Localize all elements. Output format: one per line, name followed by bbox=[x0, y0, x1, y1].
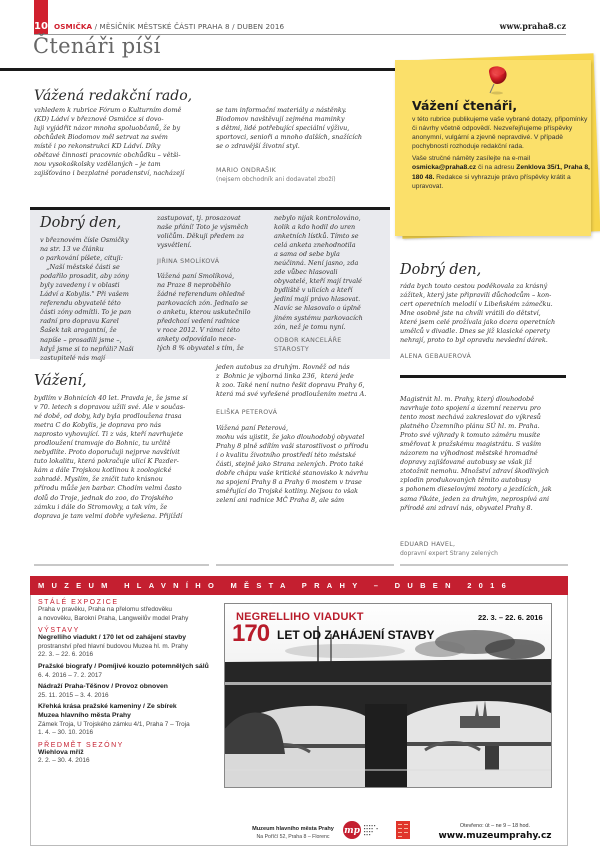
text-line: kolik a kdo hodil do uren bbox=[274, 223, 356, 232]
letter3-rule bbox=[400, 375, 566, 378]
text-line: neúčinná. Není jasno, zda bbox=[274, 259, 359, 268]
text-line: luji vyjádřit názor mnoha spoluobčanů, že by bbox=[34, 124, 181, 133]
exhibitions-label: VÝSTAVY bbox=[38, 627, 80, 635]
text-line: voličům. Děkuji předem za bbox=[157, 232, 245, 241]
letter4-col2b bbox=[216, 424, 394, 505]
text-line: Proto své výhrady k tomuto záměru musíte bbox=[400, 431, 541, 440]
column-end-rule bbox=[400, 564, 568, 566]
text-line: v 70. letech s dopravou užili své. Ale v součas- bbox=[34, 403, 186, 412]
text-line: Praha v pravěku, Praha na přelomu středověku bbox=[38, 606, 172, 613]
text-line: Navíc se hlasovalo o úplně bbox=[274, 304, 361, 313]
letter2-col2b bbox=[157, 272, 267, 353]
text-line: ztotožnit nemohu. Množství zdraví škodlivých bbox=[400, 467, 550, 476]
text-line: nehrají, proto to byl opravdu nevšední dárek. bbox=[400, 336, 548, 345]
poster-dates: 22. 3. – 22. 6. 2016 bbox=[478, 613, 543, 622]
exhibition-dates: 6. 4. 2016 – 7. 2. 2017 bbox=[38, 671, 102, 679]
note-email[interactable]: osmicka@praha8.cz bbox=[412, 164, 477, 172]
text-line: názorem na výhodnost městské hromadné bbox=[400, 449, 538, 458]
text-line: navrhuje toto spojení a územní rezervu pro bbox=[400, 404, 541, 413]
text-line: umělců v divadle. Dnes se již klasické operety bbox=[400, 327, 550, 336]
text-line: tuto lokalitu, která pokračuje ulicí K Pazder- bbox=[34, 457, 179, 466]
exhibition-title: Pražské biografy / Pomíjivé kouzlo potemnělých sálů bbox=[38, 662, 209, 670]
text-line: v březnovém čísle Osmičky bbox=[40, 236, 129, 244]
text-line: sportovci, senioři a mnoho dalších, snažících bbox=[216, 133, 363, 142]
website-link[interactable]: www.praha8.cz bbox=[499, 21, 566, 31]
text-line: nebylo nijak kontrolováno, bbox=[274, 214, 361, 222]
text-line: zelení ani radnice MČ Praha 8, ale sám bbox=[216, 496, 345, 505]
exhibition-title: Muzea hlavního města Prahy bbox=[38, 711, 131, 719]
text-line: přírodu může jen barbar. Chodím velmi často bbox=[34, 484, 182, 493]
text-line: parkovacích zón. Jednalo se bbox=[157, 299, 248, 308]
text-line: a sama od sebe byla bbox=[274, 250, 340, 259]
exhibitions-list bbox=[38, 634, 228, 738]
text-line: které jsem celé prožívala jako dcera operetních bbox=[400, 318, 556, 327]
pushpin-icon bbox=[480, 62, 514, 96]
letter3-heading: Dobrý den, bbox=[400, 262, 482, 278]
letter1-col2 bbox=[216, 106, 391, 151]
text-line: zde vůbec hlasovali bbox=[274, 268, 338, 277]
text-line: zážitek, který jste připravili důchodcům – kon- bbox=[400, 291, 552, 300]
letter2-col1 bbox=[40, 236, 150, 363]
text-line: obětavé činnosti pracovnic obchůdku – větši- bbox=[34, 151, 181, 160]
museum-program bbox=[38, 599, 228, 766]
text-line: předchozí vedení radnice bbox=[157, 317, 240, 326]
text-line: Ládví a Kobylis." Při vašem bbox=[40, 290, 129, 299]
text-line: jiném systému parkovacích bbox=[274, 313, 363, 322]
text-line: dobře chápu vaše kritické stanovisko k návrhu bbox=[216, 469, 369, 478]
text-line: ODBOR KANCELÁŘE bbox=[274, 337, 342, 344]
text-line: cert operetních melodií v Libeňském zámečku. bbox=[400, 300, 553, 309]
museum-name: Muzeum hlavního města Prahy bbox=[252, 826, 334, 832]
text-line: jeden autobus za druhým. Rovněž od nás bbox=[216, 363, 350, 371]
text-line: napíše – prosadili jsme –, bbox=[40, 335, 122, 344]
text-line: s dětmi, lidé potřebující speciální výživu, bbox=[216, 124, 350, 133]
letter1-heading: Vážená redakční rado, bbox=[34, 88, 193, 104]
text-line: prodloužení tramvaje do Bohnic, tu určitě bbox=[34, 439, 171, 448]
text-line: dolů do Troje, jednak do zoo, do Trojského bbox=[34, 493, 173, 502]
letter1-col1 bbox=[34, 106, 209, 178]
prague-city-logo-icon bbox=[396, 821, 410, 839]
text-line: z Bohnic je výborná linka 236, která jede bbox=[216, 372, 354, 381]
text-line: s pohonem dieselovými motory a jezdících, jak bbox=[400, 485, 552, 494]
note-address: Zenklova 35/1, Praha 8, 180 48. bbox=[412, 164, 590, 181]
page-number: 10 bbox=[34, 0, 48, 34]
text-line: zahradě. Myslím, že zničit tuto krásnou bbox=[34, 475, 163, 484]
note-paragraph-1: v této rubrice publikujeme vaše vybrané dotazy, připomínky či návrhy včetně odpovědí. Nezveřejňujeme příspěvky anonymní, vulgární a zjevně nepravdivé. V případě pochybností rozhoduje redakční rada. bbox=[412, 116, 588, 151]
letter3-signature: ALENA GEBAUEROVÁ bbox=[400, 353, 472, 360]
section-rule bbox=[0, 68, 400, 71]
text-line: na Praze 8 neproběhlo bbox=[157, 281, 231, 290]
text-line: Vážená paní Smolíková, bbox=[157, 272, 235, 280]
text-line: „Naší městské části se bbox=[40, 263, 120, 272]
text-line: zplodin produkovaných těmito autobusy bbox=[400, 476, 531, 485]
text-line: v roce 2012. V rámci této bbox=[157, 326, 240, 335]
exhibition-place: Zámek Troja, U Trojského zámku 4/1, Praha 7 – Troja bbox=[38, 720, 190, 728]
museum-website-link[interactable]: www.muzeumprahy.cz bbox=[438, 831, 552, 841]
text-line: nebydlíte. Proto doporučuji nejprve navštívit bbox=[34, 448, 180, 457]
letter2-col3 bbox=[274, 214, 386, 332]
text-line: referendu obyvatelé této bbox=[40, 299, 121, 308]
exhibition-item bbox=[38, 703, 228, 737]
text-line: naprosto vyhovující. Ti z vás, kteří navrhujete bbox=[34, 430, 184, 439]
text-line: Mne osobně jste na chvíli vrátili do dětství, bbox=[400, 309, 541, 318]
text-line: celá anketa znehodnotila bbox=[274, 241, 356, 250]
brand-name: OSMIČKA bbox=[54, 22, 93, 31]
text-line: na spojení Prahy 8 a Prahy 6 mostem v trase bbox=[216, 478, 362, 487]
letter4-heading: Vážení, bbox=[34, 373, 87, 389]
text-line: lých 8 % obyvatel s tím, že bbox=[157, 344, 244, 353]
letter2-reply-signature bbox=[274, 336, 342, 354]
text-line: zajišťováno i bezplatné poradenství, nacházejí bbox=[34, 169, 185, 178]
text-line: sama říkáte, jeden za druhým, neprospívá ani bbox=[400, 494, 550, 503]
poster-subtitle: LET OD ZAHÁJENÍ STAVBY bbox=[277, 628, 435, 642]
exhibition-item bbox=[38, 634, 228, 660]
text-line: o parkování píšete, cituji: bbox=[40, 254, 123, 263]
text-line: Šašek tak arogantní, že bbox=[40, 326, 117, 335]
text-line: metra C do Kobylis, je doprava pro nás bbox=[34, 421, 162, 430]
text-line: zastupovat, tj. prosazovat bbox=[157, 214, 241, 222]
text-line: tento most nechává zakreslovat do výkresů bbox=[400, 413, 541, 422]
text-line: jediní mají právo hlasovat. bbox=[274, 295, 361, 304]
note-address-intro: či na adresu bbox=[476, 164, 517, 172]
text-line: bydlím v Bohnicích 40 let. Pravda je, že jsme si bbox=[34, 394, 188, 402]
text-line: části zóny odmítli. To je pan bbox=[40, 308, 132, 317]
exhibition-title: Negrelliho viadukt / 170 let od zahájení stavby bbox=[38, 634, 187, 642]
text-line: nou vysokoškolsky vzdělaných – je tam bbox=[34, 160, 161, 169]
letter3-body bbox=[400, 282, 568, 345]
text-line: zón, než je tomu nyní. bbox=[274, 322, 346, 331]
text-line: kám a dále Trojskou kotlinou k zoologické bbox=[34, 466, 172, 475]
text-line: radní pro dopravu Karel bbox=[40, 317, 119, 326]
text-line: o anketu, kterou uskutečnilo bbox=[157, 308, 251, 317]
text-line: mohu vás ujistit, že jako dlouhodobý obyvatel bbox=[216, 433, 365, 442]
text-line: se o zdravější životní styl. bbox=[216, 142, 300, 151]
text-line: Biodomov navštěvují zejména maminky bbox=[216, 115, 345, 124]
museum-logo-icon bbox=[342, 820, 386, 840]
text-line: obyvatelé, kteří mají trvalé bbox=[274, 277, 362, 286]
text-line: bydliště v ulicích a kteří bbox=[274, 286, 353, 295]
text-line: Magistrát hl. m. Prahy, který dlouhodobě bbox=[400, 395, 535, 403]
letter1-signature-note: (nejsem obchodník ani dodavatel zboží) bbox=[216, 176, 336, 183]
exhibition-place: prostranství před hlavní budovou Muzea hl. m. Prahy bbox=[38, 642, 188, 650]
text-line: vysvětlení. bbox=[157, 241, 192, 250]
running-header bbox=[54, 22, 284, 31]
text-line: směřující do Trojské kotliny. Nejsou to však bbox=[216, 487, 359, 496]
text-line: STAROSTY bbox=[274, 346, 310, 353]
text-line: části, stejně jako Strana zelených. Proto také bbox=[216, 460, 364, 469]
text-line: Prahy 8 plně sdílím vaši starostlivost o přírodu bbox=[216, 442, 369, 451]
text-line: obchůdek Biodomov měl setrvat na svém bbox=[34, 133, 168, 142]
text-line: podařilo prosadit, aby zóny bbox=[40, 272, 129, 281]
exhibition-dates: 25. 11. 2015 – 3. 4. 2016 bbox=[38, 691, 109, 699]
text-line: směřovat k pražskému magistrátu. S vaším bbox=[400, 440, 542, 449]
museum-banner: MUZEUM HLAVNÍHO MĚSTA PRAHY – DUBEN 2016 bbox=[30, 576, 568, 595]
text-line: která má své vyřešené prodloužením metra A. bbox=[216, 390, 367, 399]
poster-title: NEGRELLIHO VIADUKT bbox=[236, 611, 364, 623]
text-line: né době, od doby, kdy byla prodloužena trasa bbox=[34, 412, 182, 421]
header-subtitle: / MĚSÍČNÍK MĚSTSKÉ ČÁSTI PRAHA 8 / DUBEN 2016 bbox=[92, 22, 285, 31]
museum-logo-text: mp bbox=[344, 826, 360, 836]
opening-hours: Otevřeno: út – ne 9 – 18 hod. bbox=[459, 823, 531, 829]
museum-address: Na Poříčí 52, Praha 8 – Florenc bbox=[256, 834, 330, 840]
column-end-rule bbox=[216, 564, 394, 566]
text-line: žádné referendum ohledně bbox=[157, 290, 245, 299]
text-line: zámku i dále do Stromovky, a tak vím, že bbox=[34, 502, 168, 511]
text-line: místě i po rekonstrukci KD Ládví. Díky bbox=[34, 142, 161, 151]
exhibition-item bbox=[38, 683, 228, 700]
letter1-signature: MARIO ONDRAŠIK bbox=[216, 167, 277, 174]
note-title: Vážení čtenáři, bbox=[412, 98, 518, 113]
text-line: i o kvalitu životního prostředí této městské bbox=[216, 451, 356, 460]
exhibition-item bbox=[38, 663, 228, 680]
text-line: se tam informační materiály a nástěnky. bbox=[216, 106, 347, 114]
text-line: (KD) Ládví v březnové Osmičce si dovo- bbox=[34, 115, 164, 124]
text-line: anketních lístků. Tímto se bbox=[274, 232, 359, 241]
exhibition-title: Nádraží Praha-Těšnov / Provoz obnoven bbox=[38, 683, 168, 691]
text-line: naše přání! Toto je výsměch bbox=[157, 223, 249, 232]
permanent-label: STÁLÉ EXPOZICE bbox=[38, 599, 119, 606]
text-line: zastupitelé nás mají bbox=[40, 353, 106, 362]
text-line: doprava je tam velmi dobře vyřešena. Přijíždí bbox=[34, 511, 183, 520]
letter4-col2a bbox=[216, 363, 394, 399]
note-rights: Redakce si vyhrazuje právo příspěvky krátit a upravovat. bbox=[412, 173, 571, 190]
exhibition-dates: 22. 3. – 22. 6. 2016 bbox=[38, 651, 94, 659]
text-line: když jsme si to nepřáli? Naši bbox=[40, 344, 134, 353]
text-line: ráda bych touto cestou poděkovala za krásný bbox=[400, 282, 548, 290]
exhibition-title: Křehká krása pražské kameniny / Ze sbírek bbox=[38, 703, 177, 711]
text-line: a novověku, Barokní Praha, Langweilův model Prahy bbox=[38, 614, 189, 622]
permanent-text bbox=[38, 606, 228, 623]
column-end-rule bbox=[34, 564, 209, 566]
note-paragraph-2 bbox=[412, 154, 590, 190]
letter4-signature: ELIŠKA PETEROVÁ bbox=[216, 409, 278, 416]
season-label: PŘEDMĚT SEZÓNY bbox=[38, 741, 124, 749]
text-line: platného Územního plánu SÚ hl. m. Praha. bbox=[400, 422, 540, 431]
letter4-col3 bbox=[400, 395, 570, 513]
letter4-reply-signature: EDUARD HAVEL, bbox=[400, 541, 456, 548]
note-text bbox=[412, 115, 590, 194]
text-line: Vážená paní Peterová, bbox=[216, 424, 289, 432]
letter2-heading: Dobrý den, bbox=[40, 215, 122, 231]
exhibition-dates: 1. 4. – 30. 10. 2016 bbox=[38, 729, 94, 737]
text-line: na str. 13 ve článku bbox=[40, 245, 104, 254]
text-line: vzhledem k rubrice Fórum o Kulturním domě bbox=[34, 106, 182, 114]
letter4-reply-signature-note: dopravní expert Strany zelených bbox=[400, 550, 498, 557]
season-dates: 2. 2. – 30. 4. 2016 bbox=[38, 757, 90, 765]
text-line: dopravy zajišťované autobusy se však již bbox=[400, 458, 532, 467]
text-line: k zoo. Také není nutno řešit dopravu Prahy 6, bbox=[216, 381, 365, 390]
text-line: přírodě ani zdraví nás, obyvatel Prahy 8. bbox=[400, 503, 533, 512]
poster-number: 170 bbox=[232, 620, 270, 647]
text-line: byly zavedeny i v oblasti bbox=[40, 281, 120, 290]
season-item: Wiehlova mříž bbox=[38, 748, 84, 756]
letter2-col2a bbox=[157, 214, 267, 250]
section-title: Čtenáři píší bbox=[33, 34, 161, 58]
letter2-signature: JIŘINA SMOLÍKOVÁ bbox=[157, 258, 220, 265]
note-contact-intro: Vaše stručné náměty zasílejte na e-mail bbox=[412, 155, 531, 163]
text-line: ankety odpovídalo nece- bbox=[157, 335, 237, 344]
letter4-col1 bbox=[34, 394, 209, 521]
